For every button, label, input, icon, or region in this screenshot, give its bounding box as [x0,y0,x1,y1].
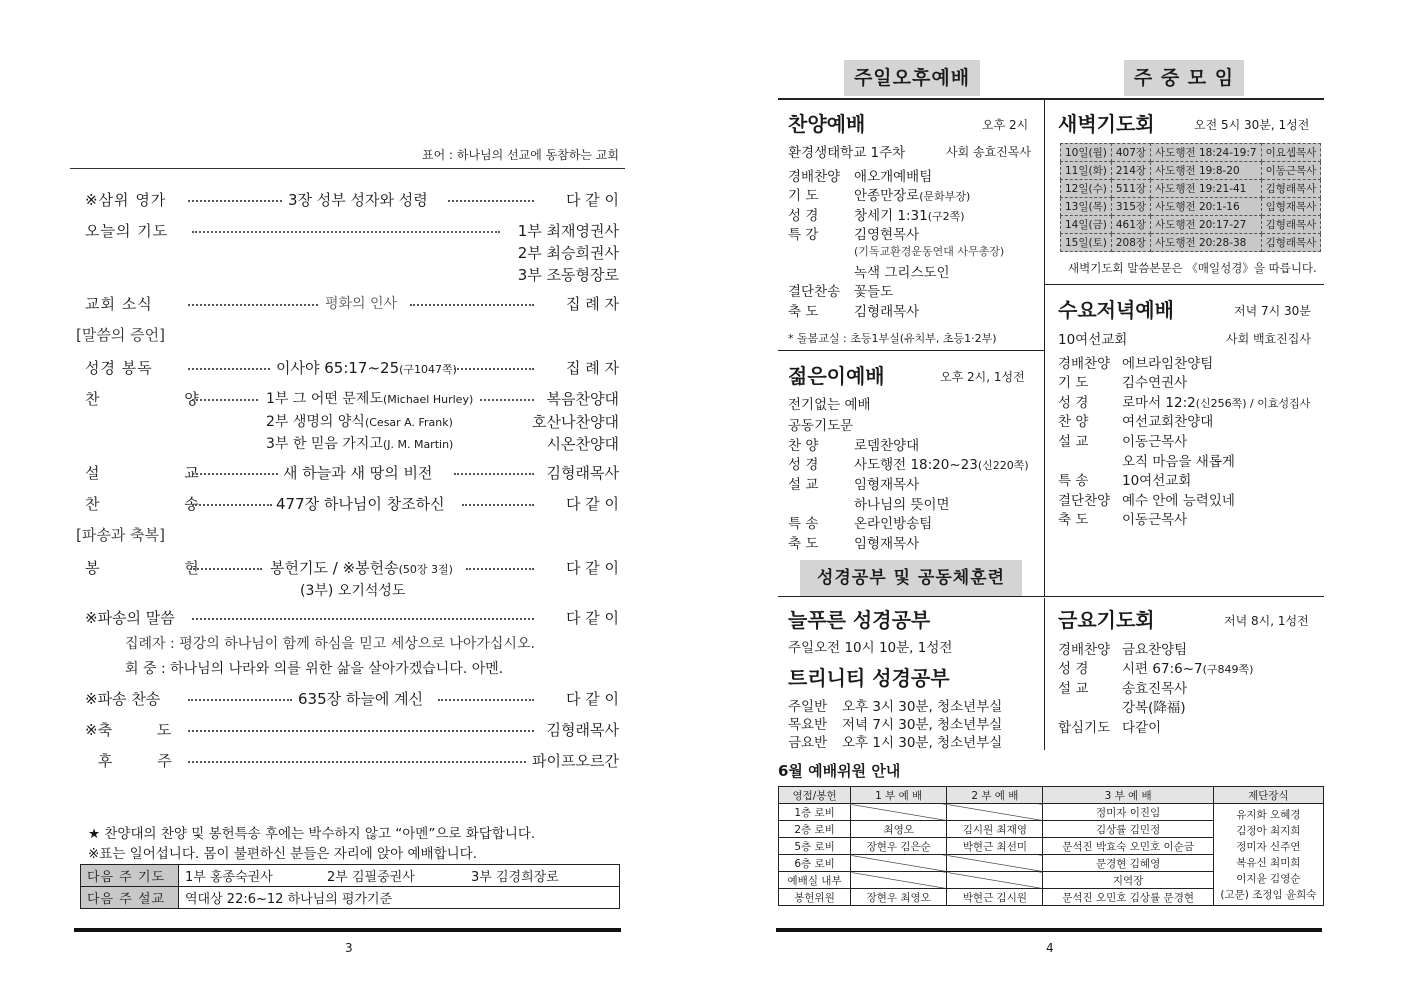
item-row [788,280,893,300]
dot-leader [188,368,270,370]
order-row [70,387,625,411]
altar-name: 복유신 최미희 [1236,856,1301,869]
offering: 봉헌기도 / ※봉헌송 [270,559,399,577]
next-sermon-label: 다음 주 설교 [81,887,179,909]
service3: 문석진 오민호 김상률 문경현 [1043,889,1213,906]
youth-service-title: 젊은이예배 [788,364,885,388]
dot-leader [190,568,262,570]
order-row [70,219,625,243]
item-value: 이동근목사 [1122,434,1188,450]
presider: 사회 송효진목사 [946,145,1031,159]
dot-leader [462,504,534,506]
order-center: 3장 성부 성자와 성령 [288,191,428,209]
dot-leader [188,304,318,306]
wed-service-sub: 10여선교회 [1058,332,1128,348]
dawn-prayer-time: 오전 5시 30분, 1성전 [1194,118,1310,132]
item-row [788,512,932,532]
item-row [1058,430,1187,450]
item-label: 공동기도문 [788,418,854,434]
congregation-words: 회 중 : 하나님의 나라와 의를 위한 삶을 살아가겠습니다. 아멘. [125,661,504,677]
dot-leader [410,304,534,306]
preacher: 이동근목사 [1261,162,1321,180]
service1: 최영오 [851,821,947,838]
service3: 문석진 박효숙 오민호 이순금 [1043,838,1213,855]
service2: 김시원 최재영 [947,821,1043,838]
praise-service-title: 찬양예배 [788,112,866,136]
item-value: 김수연권사 [1122,375,1188,391]
date: 14일(금) [1061,216,1112,234]
dot-leader [192,618,534,620]
tab-weekday: 주 중 모 임 [1124,60,1244,96]
item-value: 사도행전 18:20~23 [854,457,978,473]
choir: 복음찬양대 [546,390,619,408]
order-right: 파이프오르간 [532,752,619,770]
next-week-table [80,864,620,909]
order-right: 김형래목사 [546,721,619,739]
item-value: 김영현목사 [854,227,920,243]
item-value: 금요찬양팀 [1122,642,1188,658]
dot-leader [188,699,292,701]
sermon-title: 오직 마음을 새롭게 [1122,454,1235,470]
section-heading: [말씀의 증언] [76,326,165,344]
item-row [788,532,919,552]
order-label: 후 주 [98,752,172,770]
col-header: 2 부 예 배 [947,787,1043,804]
next-prayer-3: 3부 김경희장로 [471,870,559,885]
order-row [70,188,625,212]
item-label: 설 교 [1058,434,1089,450]
workers-title: 6월 예배위원 안내 [778,762,901,780]
dawn-schedule [1060,143,1321,252]
dot-leader [438,699,534,701]
order-row [70,292,625,316]
col-header: 영접/봉헌 [779,787,851,804]
item-label: 성 경 [1058,395,1089,411]
item-value: 온라인방송팀 [854,516,933,532]
bottom-rule [776,928,1322,932]
hymn: 461장 [1111,216,1150,234]
order-label: 찬 송 [85,495,239,513]
order-label: 성경 봉독 [85,359,153,377]
date: 15일(토) [1061,234,1112,252]
order-label: 교회 소식 [85,295,153,313]
item-row [788,414,853,434]
dot-leader [188,200,282,202]
class-label: 목요반 [788,717,828,733]
next-prayer-2: 2부 김필중권사 [327,870,415,885]
divider [778,98,1324,100]
order-right: 다 같 이 [565,609,619,627]
dot-leader [192,399,258,401]
item-value: 시편 67:6~7 [1122,661,1203,677]
item-value: 다같이 [1122,720,1162,736]
youth-service-time: 오후 2시, 1성전 [940,370,1025,384]
item-row [1058,391,1310,411]
choir: 호산나찬양대 [532,413,619,431]
order-center: 477장 하나님이 창조하신 [276,495,445,513]
class-row [788,731,1002,751]
order-row [70,749,625,773]
item-label: 결단찬양 [1058,493,1111,509]
order-row [70,492,625,516]
order-right: 김형래목사 [546,464,619,482]
order-label: 찬 양 [85,390,239,408]
item-row [1058,410,1213,430]
composer: (Cesar A. Frank) [364,416,453,429]
passage: 사도행전 20:1-16 [1151,198,1262,216]
lecture-title: 녹색 그리스도인 [854,265,950,281]
altar-name: (고문) 조정임 윤희숙 [1220,888,1317,901]
order-right: 다 같 이 [565,191,619,209]
item-row [788,204,965,224]
order-right: 다 같 이 [565,495,619,513]
item-row [1058,469,1191,489]
location: 2층 로비 [779,821,851,838]
altar-name: 이지윤 김영순 [1236,872,1301,885]
preacher: 임형재목사 [1261,198,1321,216]
item-value: 임형재목사 [854,477,920,493]
dot-leader [188,730,534,732]
dot-leader [454,473,534,475]
order-row [70,606,625,630]
location: 5층 로비 [779,838,851,855]
empty-cell [851,872,947,889]
item-row [788,223,919,243]
friday-prayer-title: 금요기도회 [1058,608,1155,632]
item-row [788,434,919,454]
item-value: 여선교회찬양대 [1122,414,1214,430]
praise-service-time: 오후 2시 [982,118,1029,132]
note: ★ 찬양대의 찬양 및 봉헌특송 후에는 박수하지 않고 “아멘”으로 화답합니다. [88,826,536,842]
item-label: 기 도 [788,188,819,204]
dot-leader [188,761,526,763]
composer: (J. M. Martin) [382,438,454,451]
class-label: 금요반 [788,735,828,751]
passage: 사도행전 19:8-20 [1151,162,1262,180]
hymn: 407장 [1111,144,1150,162]
passage: 사도행전 18:24-19:7 [1151,144,1262,162]
item-value: 로마서 12:2 [1122,395,1196,411]
order-row [70,687,625,711]
note: ※표는 일어섭니다. 몸이 불편하신 분들은 자리에 앉아 예배합니다. [88,846,477,862]
order-row [70,556,625,580]
workers-table [778,786,1324,906]
speaker-title: (기독교환경운동연대 사무총장) [854,245,1005,258]
item-value: 안종만장로 [854,188,920,204]
choir: 시온찬양대 [546,435,619,453]
page-number: 3 [345,941,353,955]
class-time: 저녁 7시 30분, 청소년부실 [842,717,1003,733]
class-label: 주일반 [788,699,828,715]
item-label: 전기없는 예배 [788,397,871,413]
dawn-prayer-title: 새벽기도회 [1058,112,1155,136]
item-label: 축 도 [1058,512,1089,528]
item-value: 송효진목사 [1122,681,1188,697]
item-row [788,393,871,413]
next-prayer-1: 1부 홍종숙권사 [185,870,273,885]
praise-row [70,432,625,456]
empty-cell [947,855,1043,872]
item-row [788,473,919,493]
dot-leader [192,231,500,233]
item-label: 성 경 [1058,661,1089,677]
sermon-title: 강복(降福) [1122,700,1186,716]
divider [1044,98,1045,596]
praise-title: 2부 생명의 양식 [266,414,365,430]
altar-name: 정미자 신주연 [1236,840,1301,853]
composer: (Michael Hurley) [382,393,474,406]
altar-name: 김정아 최지희 [1236,824,1301,837]
divider [70,168,625,169]
item-row [1058,638,1187,658]
order-right: 3부 조동형장로 [517,266,619,284]
item-row [788,453,1029,473]
order-label: ※축 도 [85,721,172,739]
item-label: 경배찬양 [1058,642,1111,658]
service3: 김상률 김민정 [1043,821,1213,838]
section-heading: [파송과 축복] [76,526,165,544]
item-label: 축 도 [788,536,819,552]
order-right: 다 같 이 [565,559,619,577]
item-label: 경배찬양 [788,169,841,185]
service2: 박현근 김시원 [947,889,1043,906]
dot-leader [466,568,534,570]
empty-cell [851,855,947,872]
item-value: 창세기 1:31 [854,208,928,224]
date: 12일(수) [1061,180,1112,198]
item-note: (구849쪽) [1202,663,1254,676]
item-row [1058,489,1235,509]
item-row [1058,508,1187,528]
location: 6층 로비 [779,855,851,872]
empty-cell [947,804,1043,821]
dot-leader [480,399,534,401]
order-label: ※파송 찬송 [85,690,161,708]
dot-leader [448,200,534,202]
hymn: 511장 [1111,180,1150,198]
order-right: 2부 최승희권사 [517,244,619,262]
item-value: 꽃들도 [854,284,894,300]
location: 봉헌위원 [779,889,851,906]
item-value: 애오개예배팀 [854,169,933,185]
service1: 장현우 최영오 [851,889,947,906]
date: 11일(화) [1061,162,1112,180]
item-note: (문화부장) [919,190,971,203]
empty-cell [947,872,1043,889]
order-row [70,356,625,380]
hymn-ref: (50장 3절) [398,563,453,576]
presider: 사회 백효진집사 [1226,332,1311,346]
hymn: 315장 [1111,198,1150,216]
hymn: 214장 [1111,162,1150,180]
item-row [1058,677,1187,697]
location: 1층 로비 [779,804,851,821]
right-page [778,0,1324,992]
altar-cell [1213,804,1323,906]
order-label: 오늘의 기도 [85,222,169,240]
order-right: 집 례 자 [565,359,619,377]
wed-service-time: 저녁 7시 30분 [1234,304,1311,318]
page-number: 4 [1046,941,1054,955]
item-row [788,300,919,320]
item-row [1058,371,1187,391]
item-label: 특 송 [788,516,819,532]
item-row [788,184,970,204]
trinity-study-title: 트리니티 성경공부 [788,666,950,690]
service1: 장현우 김은순 [851,838,947,855]
service3: 정미자 이진임 [1043,804,1213,821]
order-row [70,461,625,485]
leader-words: 집례자 : 평강의 하나님이 함께 하심을 믿고 세상으로 나아가십시오. [125,636,535,652]
passage: 사도행전 20:17-27 [1151,216,1262,234]
item-row [1058,716,1161,736]
col-header: 3 부 예 배 [1043,787,1213,804]
order-label: ※파송의 말씀 [85,609,175,627]
class-row [788,695,1002,715]
divider [778,350,1044,351]
hymn: 208장 [1111,234,1150,252]
tab-bible-study: 성경공부 및 공동체훈련 [800,560,1022,596]
altar-name: 유지화 오혜경 [1236,808,1301,821]
date: 13일(목) [1061,198,1112,216]
dot-leader [192,504,272,506]
order-right: 집 례 자 [565,295,619,313]
care-note: * 돌봄교실 : 초등1부실(유치부, 초등1·2부) [788,332,997,345]
preacher: 김형래목사 [1261,180,1321,198]
item-value: 이동근목사 [1122,512,1188,528]
item-label: 성 경 [788,457,819,473]
item-note: (신256쪽) / 이효성집사 [1195,397,1311,410]
order-label: ※삼위 영가 [85,191,167,209]
praise-title: 1부 그 어떤 문제도 [266,391,383,407]
empty-cell [851,804,947,821]
offering-sub: (3부) 오기석성도 [300,583,406,599]
divider [1044,598,1045,750]
dawn-note: 새벽기도회 말씀본문은 《매일성경》을 따릅니다. [1068,261,1317,275]
location: 예배실 내부 [779,872,851,889]
item-note: (구2쪽) [927,210,965,223]
motto: 표어 : 하나님의 선교에 동참하는 교회 [422,148,619,162]
class-row [788,713,1002,733]
item-value: 10여선교회 [1122,473,1192,489]
item-row [1058,657,1253,677]
passage: 사도행전 20:28-38 [1151,234,1262,252]
sermon-title: 새 하늘과 새 땅의 비전 [283,464,433,482]
next-prayer-label: 다음 주 기도 [81,865,179,887]
next-sermon: 역대상 22:6~12 하나님의 평가기준 [179,887,620,909]
tab-sunday-afternoon: 주일오후예배 [844,60,980,96]
praise-title: 3부 한 믿음 가지고 [266,436,383,452]
sermon-title: 하나님의 뜻이면 [854,497,950,513]
item-label: 설 교 [1058,681,1089,697]
bible-study-title: 늘푸른 성경공부 [788,608,931,632]
order-label: 봉 헌 [85,559,239,577]
item-row [788,165,932,185]
bottom-rule [74,928,621,932]
dot-leader [192,473,278,475]
item-label: 결단찬송 [788,284,841,300]
order-center: 635장 하늘에 계신 [298,690,424,708]
order-right: 다 같 이 [565,690,619,708]
praise-row [70,410,625,434]
wed-service-title: 수요저녁예배 [1058,298,1174,322]
item-label: 특 강 [788,227,819,243]
item-label: 기 도 [1058,375,1089,391]
date: 10일(월) [1061,144,1112,162]
service3: 문경현 김혜영 [1043,855,1213,872]
order-row [70,718,625,742]
item-label: 축 도 [788,304,819,320]
scripture: 이사야 65:17~25 [276,359,400,377]
bible-study-time: 주일오전 10시 10분, 1성전 [788,640,953,656]
item-value: 에브라임찬양팀 [1122,356,1214,372]
item-label: 경배찬양 [1058,356,1111,372]
item-label: 찬 양 [1058,414,1089,430]
item-value: 김형래목사 [854,304,920,320]
order-label: 설 교 [85,464,239,482]
preacher: 이요셉목사 [1261,144,1321,162]
praise-service-sub: 환경생태학교 1주차 [788,145,906,161]
left-page [70,0,625,992]
service3: 지역장 [1043,872,1213,889]
divider [1044,284,1324,285]
preacher: 김형래목사 [1261,216,1321,234]
col-header: 1 부 예 배 [851,787,947,804]
col-header: 제단장식 [1213,787,1323,804]
item-label: 찬 양 [788,438,819,454]
item-value: 임형재목사 [854,536,920,552]
item-row [1058,352,1213,372]
class-time: 오후 3시 30분, 청소년부실 [842,699,1003,715]
dot-leader [454,368,534,370]
item-label: 설 교 [788,477,819,493]
friday-prayer-time: 저녁 8시, 1성전 [1224,614,1309,628]
item-value: 예수 안에 능력있네 [1122,493,1235,509]
item-label: 합심기도 [1058,720,1111,736]
item-label: 특 송 [1058,473,1089,489]
item-value: 로뎀찬양대 [854,438,920,454]
page-ref: (구1047쪽) [399,363,457,376]
service2: 박현근 최선미 [947,838,1043,855]
class-time: 오후 1시 30분, 청소년부실 [842,735,1003,751]
divider [778,596,1324,597]
item-note: (신220쪽) [977,459,1029,472]
preacher: 김형래목사 [1261,234,1321,252]
order-center: 평화의 인사 [325,296,398,312]
passage: 사도행전 19:21-41 [1151,180,1262,198]
order-right: 1부 최재영권사 [517,222,619,240]
item-label: 성 경 [788,208,819,224]
